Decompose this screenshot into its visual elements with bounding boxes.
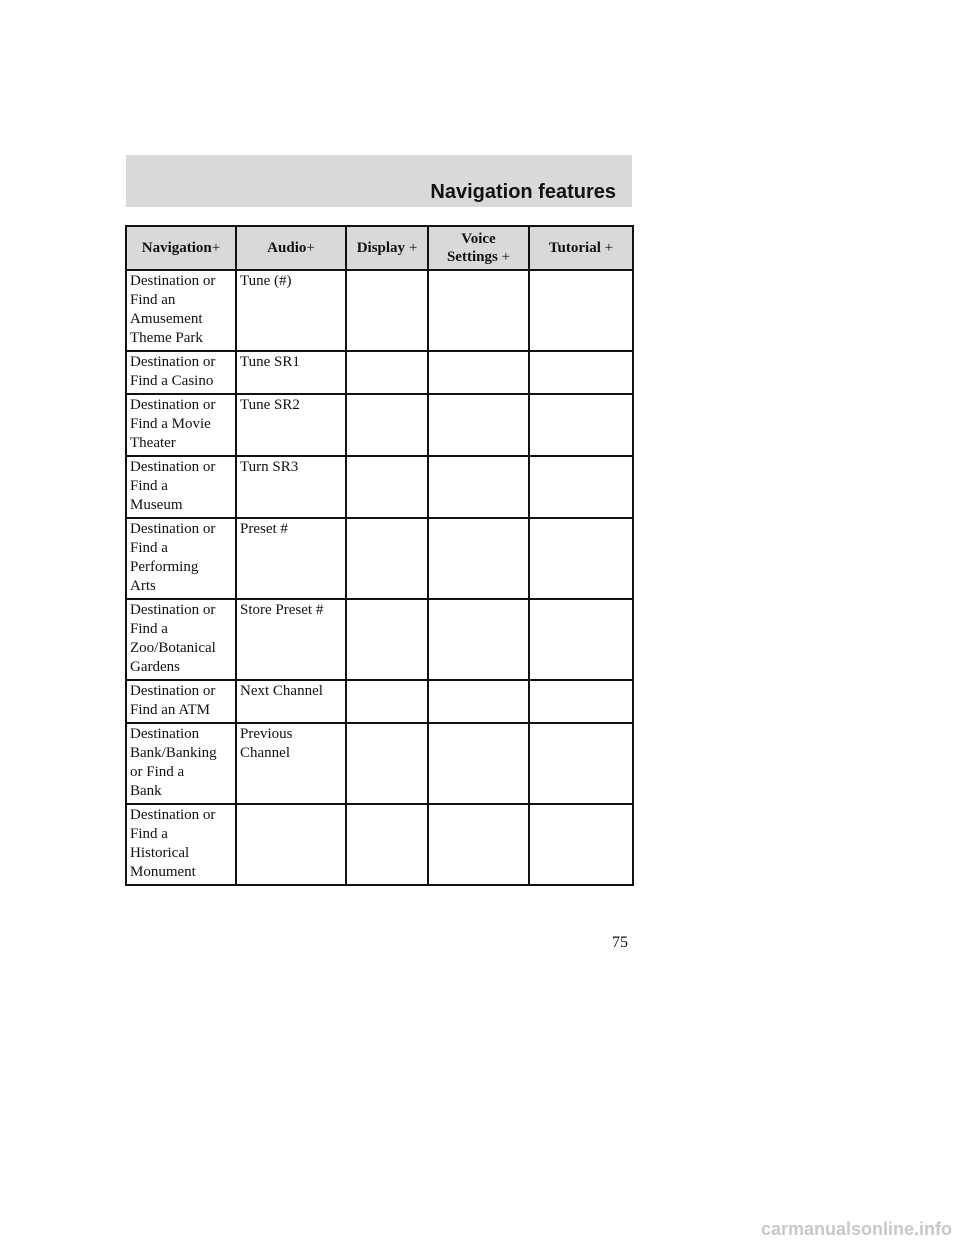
table-cell <box>346 270 428 351</box>
table-cell <box>529 804 633 885</box>
table-cell <box>346 394 428 456</box>
table-cell <box>428 723 529 804</box>
table-cell <box>529 518 633 599</box>
table-cell <box>346 804 428 885</box>
table-cell: Tune SR2 <box>236 394 346 456</box>
table-cell: Previous Channel <box>236 723 346 804</box>
table-cell: Destination or Find an ATM <box>126 680 236 723</box>
section-title: Navigation features <box>430 181 616 203</box>
table-cell <box>529 394 633 456</box>
column-header-audio: Audio+ <box>236 226 346 270</box>
table-cell <box>346 351 428 394</box>
table-cell: Store Preset # <box>236 599 346 680</box>
table-row <box>126 394 633 456</box>
table-cell <box>428 394 529 456</box>
table-cell: Preset # <box>236 518 346 599</box>
table-cell <box>529 270 633 351</box>
table-row <box>126 351 633 394</box>
table-cell: Destination or Find a Museum <box>126 456 236 518</box>
table-row <box>126 804 633 885</box>
table-cell <box>428 456 529 518</box>
column-header-voice-settings: Voice Settings + <box>428 226 529 270</box>
table-row <box>126 518 633 599</box>
table-cell <box>346 518 428 599</box>
column-header-navigation: Navigation+ <box>126 226 236 270</box>
voice-commands-table <box>125 225 634 886</box>
column-header-display: Display + <box>346 226 428 270</box>
table-cell <box>428 680 529 723</box>
table-row <box>126 599 633 680</box>
table-cell: Destination or Find an Amusement Theme Park <box>126 270 236 351</box>
table-cell <box>529 723 633 804</box>
table-cell <box>346 599 428 680</box>
table-cell <box>236 804 346 885</box>
table-cell <box>529 680 633 723</box>
table-cell: Destination or Find a Performing Arts <box>126 518 236 599</box>
table-cell <box>428 351 529 394</box>
table-cell <box>529 351 633 394</box>
table-cell <box>346 456 428 518</box>
table-cell: Destination or Find a Historical Monument <box>126 804 236 885</box>
table-cell: Destination Bank/Banking or Find a Bank <box>126 723 236 804</box>
table-cell <box>428 599 529 680</box>
table-cell: Destination or Find a Casino <box>126 351 236 394</box>
table-cell <box>346 723 428 804</box>
table-cell: Tune SR1 <box>236 351 346 394</box>
table-cell: Next Channel <box>236 680 346 723</box>
watermark: carmanualsonline.info <box>760 1219 952 1239</box>
table-cell: Destination or Find a Movie Theater <box>126 394 236 456</box>
column-header-tutorial: Tutorial + <box>529 226 633 270</box>
table-cell <box>428 804 529 885</box>
table-cell: Tune (#) <box>236 270 346 351</box>
section-header-band <box>126 155 632 207</box>
table-cell: Turn SR3 <box>236 456 346 518</box>
table-cell <box>346 680 428 723</box>
table-header-row <box>126 226 633 270</box>
table-cell <box>428 518 529 599</box>
page-number: 75 <box>612 934 628 951</box>
table-row <box>126 680 633 723</box>
table-cell <box>529 456 633 518</box>
table-row <box>126 456 633 518</box>
table-row <box>126 270 633 351</box>
table-cell: Destination or Find a Zoo/Botanical Gardens <box>126 599 236 680</box>
table-row <box>126 723 633 804</box>
table-cell <box>529 599 633 680</box>
table-cell <box>428 270 529 351</box>
